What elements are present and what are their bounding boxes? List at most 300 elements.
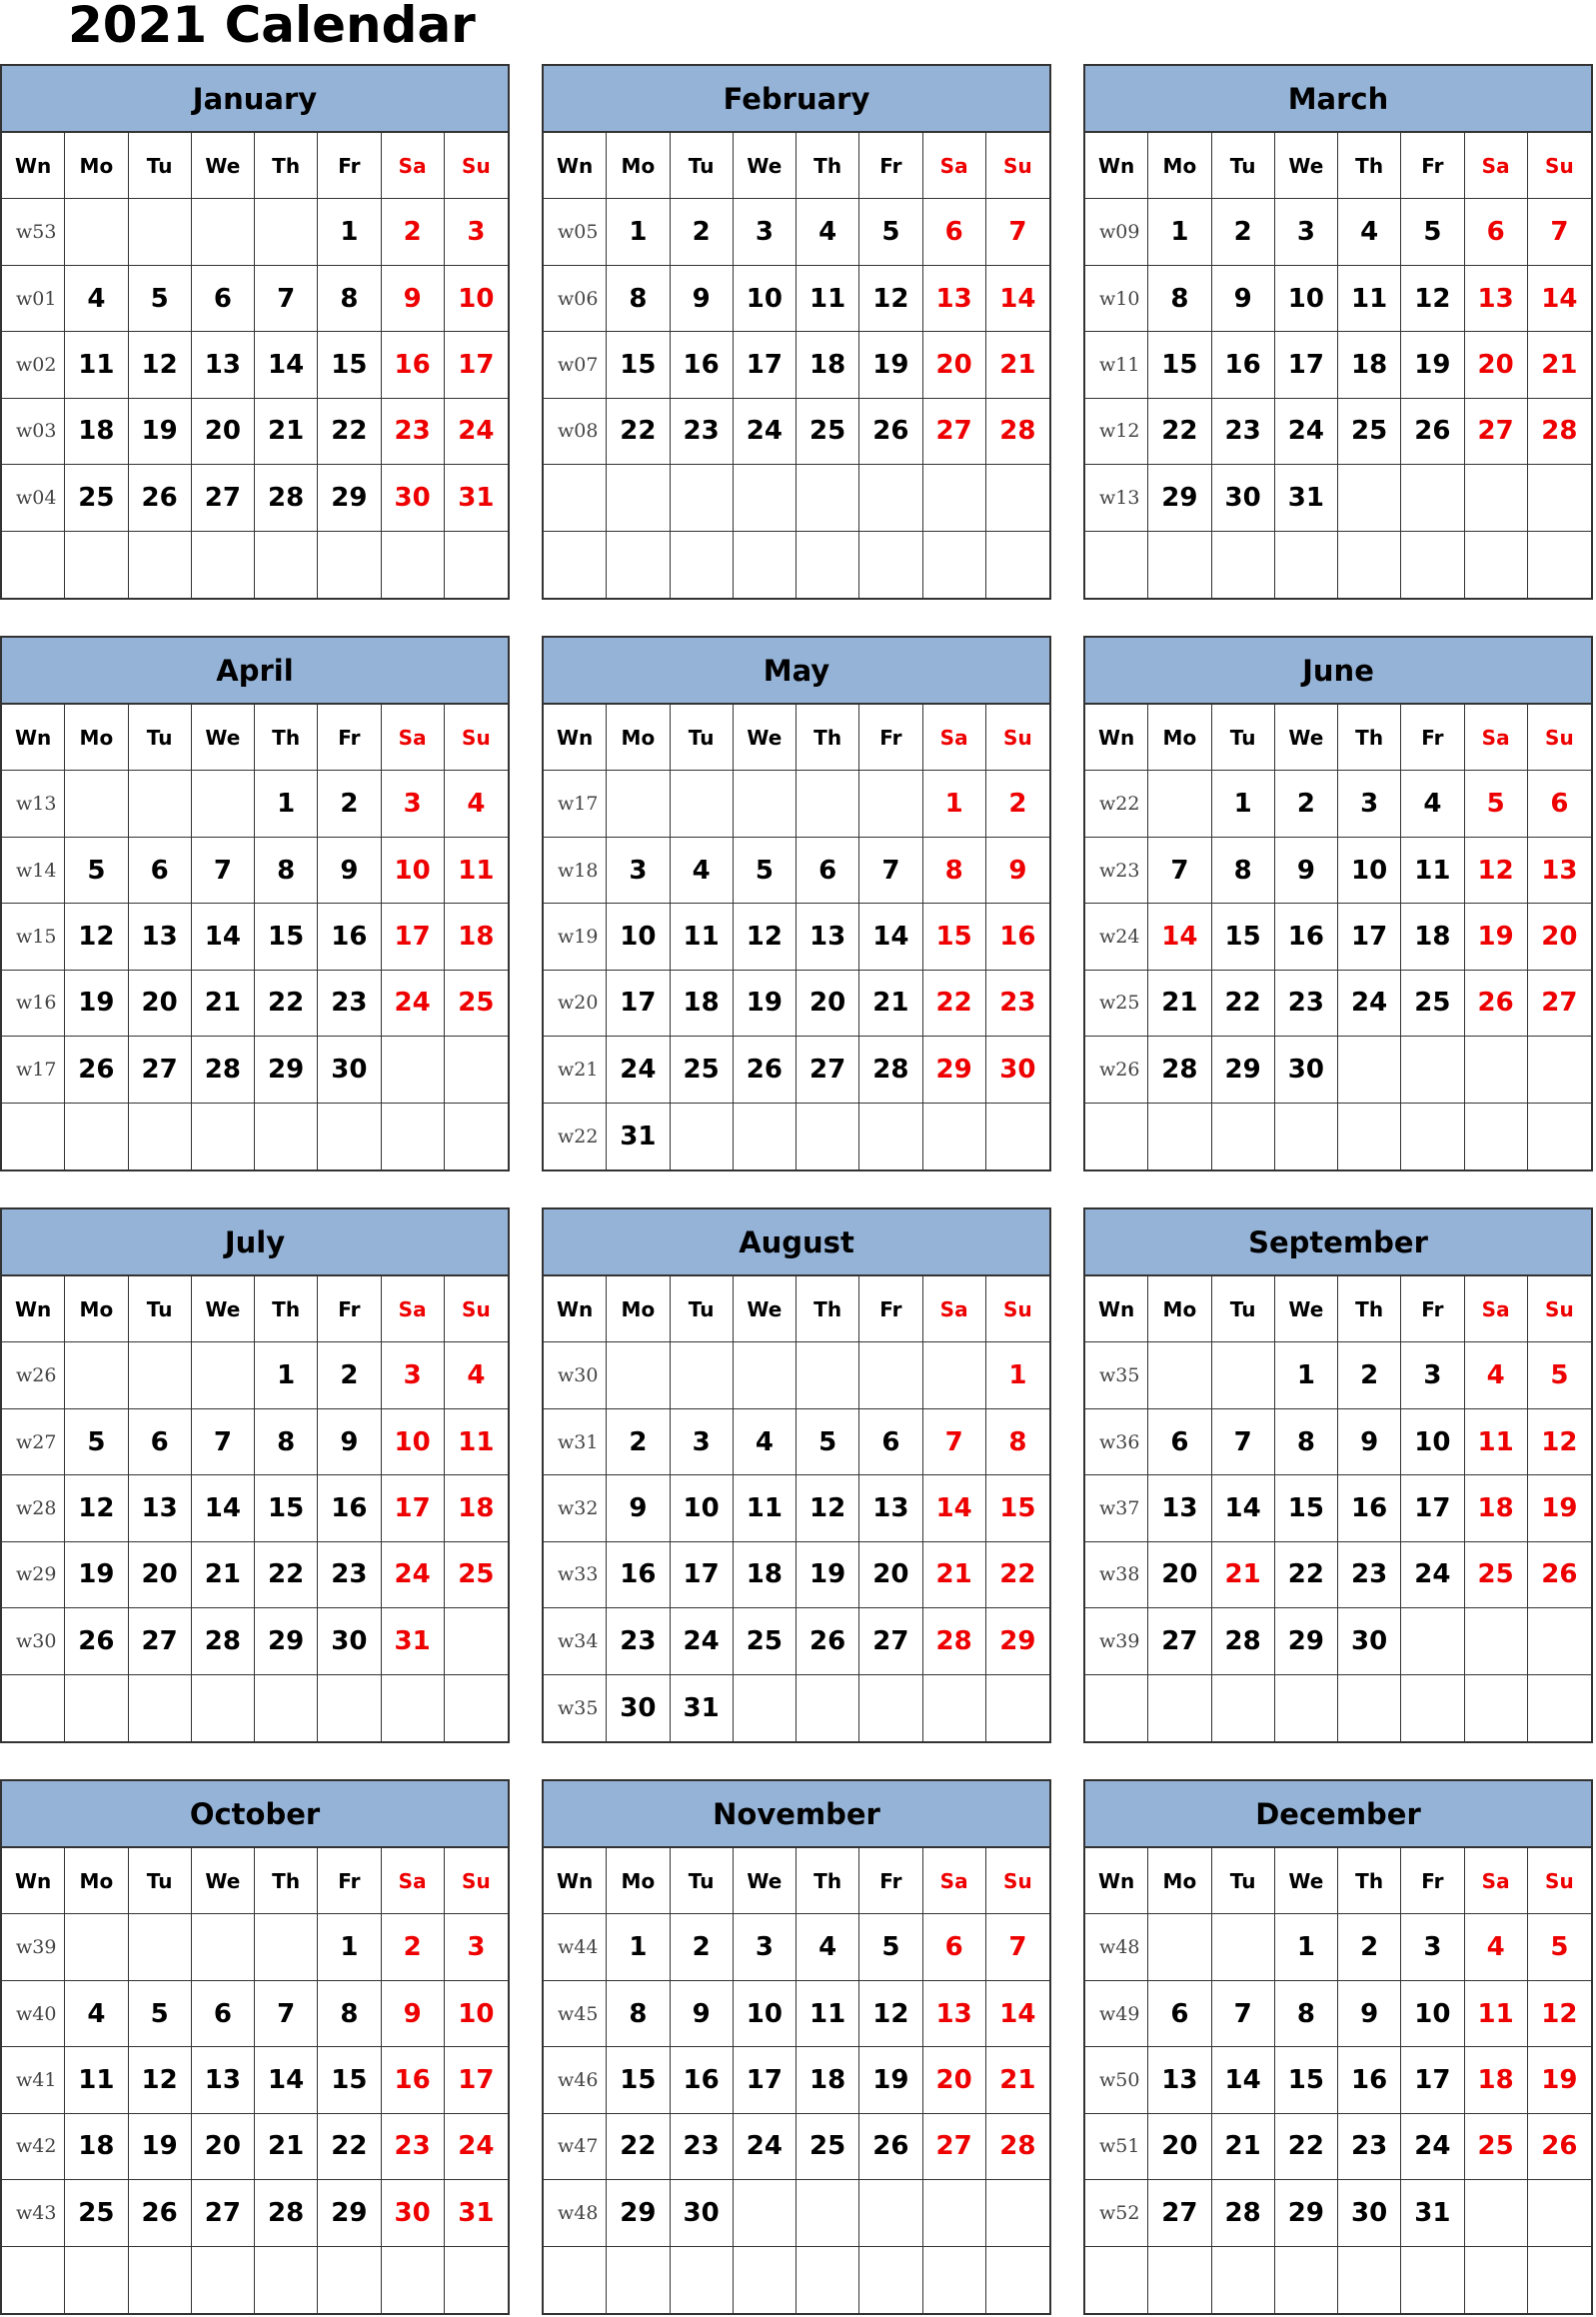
week-number: w48 <box>544 2180 607 2246</box>
day-header: Th <box>1338 1276 1401 1342</box>
day-cell: 29 <box>318 465 381 531</box>
day-cell: 8 <box>923 838 986 904</box>
day-cell: 15 <box>318 2047 381 2113</box>
day-header: Sa <box>923 1276 986 1342</box>
day-cell: 16 <box>607 1542 670 1608</box>
day-header: Fr <box>318 133 381 199</box>
day-cell: 7 <box>255 266 318 332</box>
day-header: Tu <box>671 705 734 771</box>
day-cell <box>671 465 734 531</box>
month-january <box>0 64 510 600</box>
day-cell <box>671 1104 734 1169</box>
day-cell <box>797 532 859 598</box>
day-cell: 22 <box>1212 971 1275 1037</box>
month-title: August <box>544 1209 1049 1276</box>
day-cell: 26 <box>65 1037 128 1103</box>
day-cell: 24 <box>734 399 797 465</box>
day-cell: 13 <box>1465 266 1528 332</box>
day-cell <box>671 771 734 837</box>
day-cell <box>318 2247 381 2313</box>
day-cell: 9 <box>1338 1981 1401 2047</box>
day-cell: 20 <box>1148 2114 1211 2180</box>
day-cell <box>734 2180 797 2246</box>
day-cell <box>986 465 1049 531</box>
day-cell: 6 <box>797 838 859 904</box>
day-cell: 4 <box>1465 1914 1528 1980</box>
day-cell <box>255 1914 318 1980</box>
day-header: Tu <box>1212 1276 1275 1342</box>
day-cell: 30 <box>318 1608 381 1674</box>
day-cell: 25 <box>671 1037 734 1103</box>
day-header: We <box>1275 133 1338 199</box>
day-cell: 5 <box>129 266 192 332</box>
day-cell: 4 <box>671 838 734 904</box>
day-cell <box>1148 1914 1211 1980</box>
day-cell: 31 <box>607 1104 670 1169</box>
day-cell: 11 <box>734 1475 797 1541</box>
day-header: Fr <box>1401 1848 1464 1914</box>
day-cell: 25 <box>445 971 508 1037</box>
day-header: Wn <box>544 705 607 771</box>
day-cell: 19 <box>859 332 922 398</box>
week-number: w22 <box>544 1104 607 1169</box>
day-cell <box>1528 2180 1591 2246</box>
day-cell: 31 <box>1401 2180 1464 2246</box>
day-cell <box>859 771 922 837</box>
day-cell: 7 <box>1212 1981 1275 2047</box>
day-cell: 29 <box>1148 465 1211 531</box>
day-cell: 19 <box>1528 1475 1591 1541</box>
day-cell <box>192 1342 255 1408</box>
day-cell: 18 <box>1401 904 1464 970</box>
day-cell <box>1212 2247 1275 2313</box>
week-number: w22 <box>1085 771 1148 837</box>
day-cell: 21 <box>1212 2114 1275 2180</box>
day-cell: 13 <box>1148 2047 1211 2113</box>
day-cell <box>923 532 986 598</box>
week-number: w18 <box>544 838 607 904</box>
day-cell: 29 <box>1212 1037 1275 1103</box>
day-cell: 14 <box>986 1981 1049 2047</box>
day-cell: 14 <box>1212 1475 1275 1541</box>
day-header: Mo <box>607 133 670 199</box>
day-cell: 20 <box>192 2114 255 2180</box>
day-cell: 3 <box>671 1409 734 1475</box>
day-cell <box>318 532 381 598</box>
day-cell: 18 <box>1338 332 1401 398</box>
day-header: Th <box>255 1848 318 1914</box>
day-cell <box>65 1342 128 1408</box>
day-header: Wn <box>2 133 65 199</box>
day-cell <box>1212 532 1275 598</box>
day-cell: 23 <box>1338 1542 1401 1608</box>
day-cell: 20 <box>859 1542 922 1608</box>
day-cell: 21 <box>1528 332 1591 398</box>
month-march <box>1083 64 1593 600</box>
day-cell: 11 <box>1465 1981 1528 2047</box>
day-cell <box>734 1675 797 1741</box>
day-cell: 10 <box>445 1981 508 2047</box>
day-cell: 26 <box>1401 399 1464 465</box>
day-cell: 12 <box>797 1475 859 1541</box>
day-cell: 6 <box>923 199 986 265</box>
day-cell: 12 <box>65 904 128 970</box>
day-cell: 27 <box>1148 1608 1211 1674</box>
day-cell: 9 <box>607 1475 670 1541</box>
day-cell <box>1465 1675 1528 1741</box>
day-cell: 11 <box>1401 838 1464 904</box>
day-cell <box>192 771 255 837</box>
day-cell: 27 <box>1148 2180 1211 2246</box>
day-cell: 20 <box>923 2047 986 2113</box>
day-cell: 19 <box>129 2114 192 2180</box>
month-april <box>0 636 510 1171</box>
week-number: w44 <box>544 1914 607 1980</box>
day-header: Tu <box>1212 133 1275 199</box>
week-number: w07 <box>544 332 607 398</box>
day-cell: 10 <box>671 1475 734 1541</box>
day-cell: 22 <box>1275 2114 1338 2180</box>
day-cell: 17 <box>1338 904 1401 970</box>
day-cell: 26 <box>734 1037 797 1103</box>
day-cell: 6 <box>1465 199 1528 265</box>
day-cell: 12 <box>859 1981 922 2047</box>
week-number: w33 <box>544 1542 607 1608</box>
day-cell: 5 <box>65 838 128 904</box>
day-cell: 12 <box>1528 1981 1591 2047</box>
day-cell: 1 <box>1275 1342 1338 1408</box>
day-cell: 21 <box>923 1542 986 1608</box>
day-cell: 17 <box>1401 1475 1464 1541</box>
week-number: w50 <box>1085 2047 1148 2113</box>
day-cell: 23 <box>1338 2114 1401 2180</box>
day-cell: 7 <box>923 1409 986 1475</box>
day-cell: 17 <box>445 2047 508 2113</box>
day-cell <box>859 465 922 531</box>
day-cell: 4 <box>65 1981 128 2047</box>
day-cell <box>1338 532 1401 598</box>
day-cell: 15 <box>318 332 381 398</box>
day-cell: 16 <box>1275 904 1338 970</box>
day-cell: 13 <box>192 2047 255 2113</box>
day-header: Su <box>986 1276 1049 1342</box>
day-cell <box>129 1675 192 1741</box>
day-cell: 5 <box>859 1914 922 1980</box>
day-cell: 2 <box>671 1914 734 1980</box>
day-header: Fr <box>318 1848 381 1914</box>
day-cell: 11 <box>671 904 734 970</box>
day-cell: 28 <box>255 465 318 531</box>
day-cell <box>859 1104 922 1169</box>
day-cell: 10 <box>1401 1409 1464 1475</box>
day-cell: 29 <box>255 1037 318 1103</box>
day-cell: 13 <box>1528 838 1591 904</box>
day-cell: 30 <box>318 1037 381 1103</box>
day-cell <box>445 1675 508 1741</box>
day-cell: 4 <box>734 1409 797 1475</box>
day-cell: 4 <box>797 1914 859 1980</box>
day-cell: 3 <box>382 771 445 837</box>
day-header: Mo <box>607 1848 670 1914</box>
day-header: Sa <box>382 705 445 771</box>
week-number: w30 <box>544 1342 607 1408</box>
day-cell: 29 <box>923 1037 986 1103</box>
day-cell: 27 <box>192 2180 255 2246</box>
day-cell <box>923 1342 986 1408</box>
day-cell: 30 <box>1338 1608 1401 1674</box>
day-cell: 2 <box>382 199 445 265</box>
day-cell: 30 <box>1212 465 1275 531</box>
day-cell <box>1212 1342 1275 1408</box>
day-header: Th <box>1338 1848 1401 1914</box>
day-cell: 18 <box>734 1542 797 1608</box>
day-cell <box>797 771 859 837</box>
month-title: January <box>2 66 508 133</box>
day-cell: 22 <box>255 1542 318 1608</box>
month-title: July <box>2 1209 508 1276</box>
day-cell: 25 <box>734 1608 797 1674</box>
day-cell: 4 <box>445 771 508 837</box>
day-cell: 1 <box>986 1342 1049 1408</box>
day-cell: 5 <box>1401 199 1464 265</box>
day-cell: 2 <box>671 199 734 265</box>
day-cell: 30 <box>671 2180 734 2246</box>
week-number: w10 <box>1085 266 1148 332</box>
day-cell: 12 <box>129 332 192 398</box>
day-header: Sa <box>1465 133 1528 199</box>
day-cell: 19 <box>65 1542 128 1608</box>
day-cell: 23 <box>1212 399 1275 465</box>
day-cell: 17 <box>671 1542 734 1608</box>
day-cell <box>1465 1104 1528 1169</box>
day-cell: 11 <box>1338 266 1401 332</box>
week-number: w13 <box>2 771 65 837</box>
day-cell <box>65 1914 128 1980</box>
day-cell: 12 <box>1465 838 1528 904</box>
day-header: Mo <box>607 705 670 771</box>
day-cell <box>192 2247 255 2313</box>
day-cell: 19 <box>1465 904 1528 970</box>
day-cell: 19 <box>1401 332 1464 398</box>
day-cell: 15 <box>1275 2047 1338 2113</box>
day-cell: 16 <box>318 904 381 970</box>
day-header: Mo <box>607 1276 670 1342</box>
day-cell <box>986 1104 1049 1169</box>
day-cell: 17 <box>382 904 445 970</box>
day-cell <box>445 1608 508 1674</box>
day-cell: 25 <box>65 2180 128 2246</box>
day-cell: 7 <box>1148 838 1211 904</box>
day-cell: 23 <box>382 399 445 465</box>
day-cell: 4 <box>1401 771 1464 837</box>
day-cell: 20 <box>1528 904 1591 970</box>
day-cell: 20 <box>1465 332 1528 398</box>
day-cell <box>1212 1104 1275 1169</box>
day-cell: 19 <box>797 1542 859 1608</box>
day-header: We <box>734 133 797 199</box>
day-cell: 26 <box>859 399 922 465</box>
day-cell: 29 <box>607 2180 670 2246</box>
week-number: w09 <box>1085 199 1148 265</box>
week-number: w53 <box>2 199 65 265</box>
day-cell: 24 <box>382 1542 445 1608</box>
day-cell <box>129 1104 192 1169</box>
day-cell: 18 <box>797 2047 859 2113</box>
week-number: w16 <box>2 971 65 1037</box>
day-cell: 12 <box>1528 1409 1591 1475</box>
day-cell: 18 <box>445 1475 508 1541</box>
day-cell: 1 <box>318 1914 381 1980</box>
day-cell <box>1148 1675 1211 1741</box>
day-cell: 17 <box>607 971 670 1037</box>
day-header: Su <box>1528 705 1591 771</box>
day-cell: 1 <box>1275 1914 1338 1980</box>
day-cell: 23 <box>607 1608 670 1674</box>
day-cell <box>1148 771 1211 837</box>
day-cell: 16 <box>671 332 734 398</box>
day-cell <box>607 2247 670 2313</box>
day-cell: 24 <box>445 399 508 465</box>
day-cell: 24 <box>1338 971 1401 1037</box>
day-cell: 5 <box>129 1981 192 2047</box>
day-cell: 5 <box>65 1409 128 1475</box>
day-cell: 3 <box>382 1342 445 1408</box>
day-cell: 25 <box>797 2114 859 2180</box>
day-cell <box>1148 532 1211 598</box>
week-number <box>1085 1104 1148 1169</box>
month-december <box>1083 1779 1593 2315</box>
day-cell <box>65 1104 128 1169</box>
day-header: Wn <box>2 705 65 771</box>
day-cell <box>734 465 797 531</box>
day-header: Th <box>1338 705 1401 771</box>
day-cell <box>192 1675 255 1741</box>
day-cell: 28 <box>192 1608 255 1674</box>
day-cell: 14 <box>192 904 255 970</box>
page-title: 2021 Calendar <box>68 0 476 54</box>
day-cell: 7 <box>1528 199 1591 265</box>
day-cell: 15 <box>255 904 318 970</box>
week-number: w17 <box>544 771 607 837</box>
day-cell <box>1148 2247 1211 2313</box>
day-cell: 22 <box>923 971 986 1037</box>
day-cell: 4 <box>445 1342 508 1408</box>
day-cell <box>445 2247 508 2313</box>
day-cell <box>1212 1675 1275 1741</box>
day-header: We <box>734 705 797 771</box>
day-cell <box>382 532 445 598</box>
week-number <box>544 532 607 598</box>
week-number: w39 <box>2 1914 65 1980</box>
day-cell: 15 <box>923 904 986 970</box>
day-cell <box>859 532 922 598</box>
day-cell: 13 <box>192 332 255 398</box>
week-number: w01 <box>2 266 65 332</box>
day-cell: 8 <box>255 1409 318 1475</box>
day-cell: 24 <box>445 2114 508 2180</box>
day-cell <box>129 771 192 837</box>
day-header: Mo <box>1148 1276 1211 1342</box>
day-cell: 15 <box>986 1475 1049 1541</box>
day-cell: 22 <box>607 399 670 465</box>
day-cell <box>129 1914 192 1980</box>
day-cell <box>1148 1342 1211 1408</box>
day-header: Sa <box>382 133 445 199</box>
day-cell <box>65 771 128 837</box>
day-cell: 3 <box>607 838 670 904</box>
day-cell: 24 <box>382 971 445 1037</box>
day-cell: 9 <box>382 266 445 332</box>
month-title: September <box>1085 1209 1591 1276</box>
day-cell: 15 <box>255 1475 318 1541</box>
day-cell: 11 <box>1465 1409 1528 1475</box>
day-cell: 18 <box>1465 2047 1528 2113</box>
month-november <box>542 1779 1051 2315</box>
day-cell <box>1528 532 1591 598</box>
day-cell <box>734 532 797 598</box>
day-cell: 25 <box>65 465 128 531</box>
day-header: Sa <box>923 1848 986 1914</box>
day-cell: 4 <box>1338 199 1401 265</box>
day-cell: 26 <box>1465 971 1528 1037</box>
day-cell: 9 <box>671 1981 734 2047</box>
day-cell: 2 <box>318 1342 381 1408</box>
day-cell <box>192 1104 255 1169</box>
day-header: Fr <box>859 133 922 199</box>
day-cell: 3 <box>1275 199 1338 265</box>
day-cell: 5 <box>1465 771 1528 837</box>
day-cell: 2 <box>607 1409 670 1475</box>
day-header: Mo <box>65 1848 128 1914</box>
day-cell <box>129 199 192 265</box>
day-cell: 1 <box>923 771 986 837</box>
day-cell: 25 <box>445 1542 508 1608</box>
day-cell: 29 <box>318 2180 381 2246</box>
week-number: w11 <box>1085 332 1148 398</box>
day-cell: 27 <box>1528 971 1591 1037</box>
day-cell <box>192 532 255 598</box>
day-cell: 22 <box>607 2114 670 2180</box>
day-cell: 6 <box>192 266 255 332</box>
day-cell <box>65 532 128 598</box>
day-header: Tu <box>671 1848 734 1914</box>
day-cell <box>1401 465 1464 531</box>
day-cell: 25 <box>1465 1542 1528 1608</box>
week-number: w03 <box>2 399 65 465</box>
day-cell <box>192 1914 255 1980</box>
day-cell <box>1338 2247 1401 2313</box>
day-cell: 6 <box>1148 1409 1211 1475</box>
day-cell: 28 <box>1528 399 1591 465</box>
day-cell: 12 <box>734 904 797 970</box>
day-cell <box>1401 1104 1464 1169</box>
week-number: w38 <box>1085 1542 1148 1608</box>
day-header: Wn <box>2 1848 65 1914</box>
day-cell <box>1465 1608 1528 1674</box>
day-cell: 27 <box>1465 399 1528 465</box>
day-cell: 29 <box>255 1608 318 1674</box>
day-cell: 17 <box>734 2047 797 2113</box>
day-cell: 9 <box>1338 1409 1401 1475</box>
day-cell: 1 <box>1148 199 1211 265</box>
day-cell <box>923 465 986 531</box>
day-cell: 11 <box>445 1409 508 1475</box>
day-cell: 2 <box>1338 1914 1401 1980</box>
day-cell: 25 <box>797 399 859 465</box>
day-header: Fr <box>859 705 922 771</box>
day-cell <box>255 1104 318 1169</box>
day-cell: 18 <box>65 399 128 465</box>
